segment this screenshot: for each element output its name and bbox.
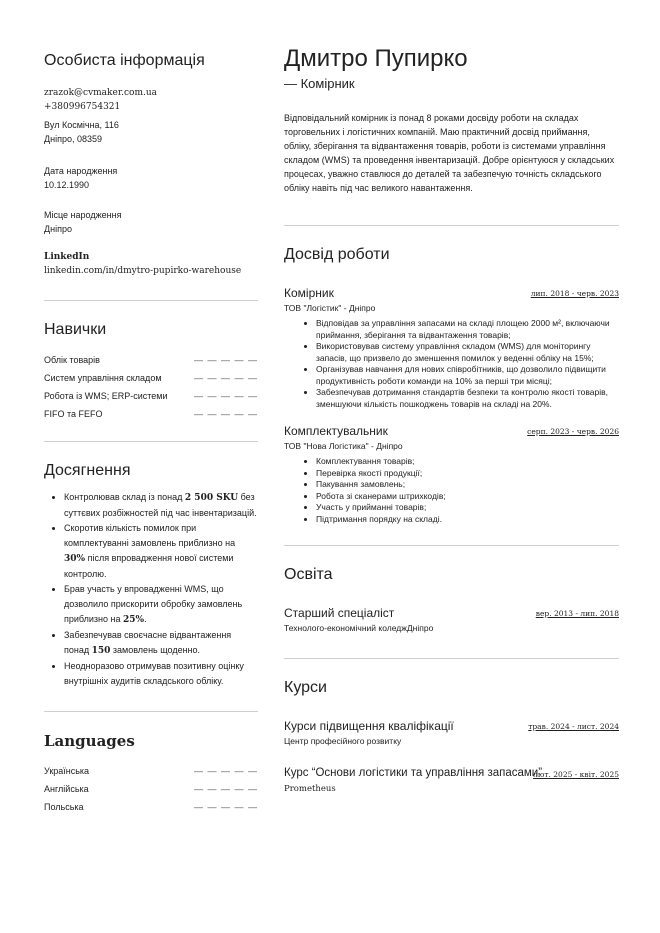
birthdate-value: 10.12.1990 xyxy=(44,180,90,190)
skill-item: FIFO та FEFO — — — — — xyxy=(44,405,258,423)
divider xyxy=(284,545,619,546)
languages-title: Languages xyxy=(44,732,135,750)
language-item: Українська — — — — — xyxy=(44,762,258,780)
job-company: ТОВ "Логістик" - Дніпро xyxy=(284,303,376,313)
contact-block xyxy=(44,86,258,114)
left-column xyxy=(44,44,258,816)
linkedin-block xyxy=(44,250,258,278)
language-level: — — — — — xyxy=(193,784,258,794)
course-title: Курс “Основи логістики та управління запасами” xyxy=(284,767,543,779)
course-title: Курси підвищення кваліфікації xyxy=(284,719,454,733)
address-line2: Дніпро, 08359 xyxy=(44,134,102,144)
achievement-item: • Неодноразово отримував позитивну оцінку внутрішніх аудитів складського обліку. xyxy=(64,659,258,689)
right-column xyxy=(284,44,619,795)
language-item: Польська — — — — — xyxy=(44,798,258,816)
language-level: — — — — — xyxy=(193,802,258,812)
profile-summary: Відповідальний комірник із понад 8 роками досвіду роботи на складах торговельних і логістичних компаній. Маю практичний досвід приймання, обліку, зберігання та відвантаження товарів, роботи із системами управління складом (WMS) та проведення інвентаризацій. Добре орієнтуюся у складських процесах, уважно ставлюся до деталей та забезпечую точність складського обліку навіть під час великого навантаження. xyxy=(284,113,615,193)
birthplace-block xyxy=(44,208,258,236)
address-line1: Вул Космічна, 116 xyxy=(44,120,119,130)
achievement-item: • Скоротив кількість помилок при комплектуванні замовлень приблизно на 30% після впровадження нової системи контролю. xyxy=(64,521,258,582)
course-provider: Prometheus xyxy=(284,784,336,794)
achievements-title: Досягнення xyxy=(44,462,131,479)
job-duty: • Перевірка якості продукції; xyxy=(316,468,619,480)
job-date: лип. 2018 - черв. 2023 xyxy=(530,289,619,298)
job-duty: • Робота зі сканерами штрихкодів; xyxy=(316,491,619,503)
job-duty: • Використовував систему управління складом (WMS) для моніторингу запасів, що призвело до зменшення помилок у веденні обліку на 15%; xyxy=(316,341,619,364)
achievement-item: • Контролював склад із понад 2 500 SKU без суттєвих розбіжностей під час інвентаризацій. xyxy=(64,490,258,521)
experience-title: Досвід роботи xyxy=(284,246,390,263)
skill-item: Систем управління складом — — — — — xyxy=(44,369,258,387)
job-title: Комплектувальник xyxy=(284,424,388,438)
degree-title: Старший спеціаліст xyxy=(284,606,395,620)
job-company: ТОВ "Нова Логістика" - Дніпро xyxy=(284,441,403,451)
achievements-list xyxy=(44,490,258,689)
divider xyxy=(284,225,619,226)
job-entry xyxy=(284,424,619,525)
divider xyxy=(44,711,258,712)
skill-level: — — — — — xyxy=(193,409,258,419)
education-date: вер. 2013 - лип. 2018 xyxy=(535,609,619,618)
course-date: лют. 2025 - квіт. 2025 xyxy=(533,770,619,779)
job-duty: • Організував навчання для нових співробітників, що дозволило підвищити продуктивність роботи команди на 10% за перші три місяці; xyxy=(316,364,619,387)
job-entry xyxy=(284,286,619,410)
birthdate-block xyxy=(44,164,258,192)
candidate-role: — Комірник xyxy=(284,76,355,91)
skill-level: — — — — — xyxy=(193,373,258,383)
job-duty: • Відповідав за управління запасами на складі площею 2000 м², включаючи приймання, зберігання та відвантаження товарів; xyxy=(316,318,619,341)
job-date: серп. 2023 - черв. 2026 xyxy=(527,427,619,436)
skills-title: Навички xyxy=(44,321,107,338)
divider xyxy=(284,658,619,659)
job-duty: • Участь у прийманні товарів; xyxy=(316,502,619,514)
divider xyxy=(44,300,258,301)
birthdate-label: Дата народження xyxy=(44,166,118,176)
phone[interactable]: +380996754321 xyxy=(44,102,121,112)
linkedin-label: LinkedIn xyxy=(44,252,90,262)
course-provider: Центр професійного розвитку xyxy=(284,736,402,746)
address-block xyxy=(44,118,258,146)
job-duty: • Забезпечував дотримання стандартів безпеки та контролю якості товарів, зменшуючи кількість пошкоджень товарів на складі на 20%. xyxy=(316,387,619,410)
language-item: Англійська — — — — — xyxy=(44,780,258,798)
job-duties xyxy=(284,456,619,525)
course-date: трав. 2024 - лист. 2024 xyxy=(528,722,619,731)
courses-title: Курси xyxy=(284,679,327,696)
candidate-name: Дмитро Пупирко xyxy=(284,45,468,72)
course-entry xyxy=(284,719,619,747)
education-title: Освіта xyxy=(284,566,333,583)
skill-level: — — — — — xyxy=(193,355,258,365)
linkedin-url[interactable]: linkedin.com/in/dmytro-pupirko-warehouse xyxy=(44,266,242,276)
achievement-item: • Забезпечував своєчасне відвантаження понад 150 замовлень щоденно. xyxy=(64,628,258,659)
job-title: Комірник xyxy=(284,286,334,300)
job-duty: • Підтримання порядку на складі. xyxy=(316,514,619,526)
education-institution: Технолого-економічний коледжДніпро xyxy=(284,623,434,633)
skills-list xyxy=(44,351,258,423)
course-entry xyxy=(284,767,619,795)
personal-info-title: Особиста інформація xyxy=(44,52,205,69)
email[interactable]: zrazok@cvmaker.com.ua xyxy=(44,88,158,98)
education-entry xyxy=(284,606,619,634)
skill-item: Облік товарів — — — — — xyxy=(44,351,258,369)
skill-level: — — — — — xyxy=(193,391,258,401)
birthplace-label: Місце народження xyxy=(44,210,122,220)
divider xyxy=(44,441,258,442)
achievement-item: • Брав участь у впровадженні WMS, що дозволило прискорити обробку замовлень приблизно на 25%. xyxy=(64,582,258,628)
languages-list xyxy=(44,762,258,816)
skill-item: Робота із WMS; ERP-системи — — — — — xyxy=(44,387,258,405)
language-level: — — — — — xyxy=(193,766,258,776)
job-duty: • Пакування замовлень; xyxy=(316,479,619,491)
job-duty: • Комплектування товарів; xyxy=(316,456,619,468)
birthplace-value: Дніпро xyxy=(44,224,72,234)
job-duties xyxy=(284,318,619,410)
